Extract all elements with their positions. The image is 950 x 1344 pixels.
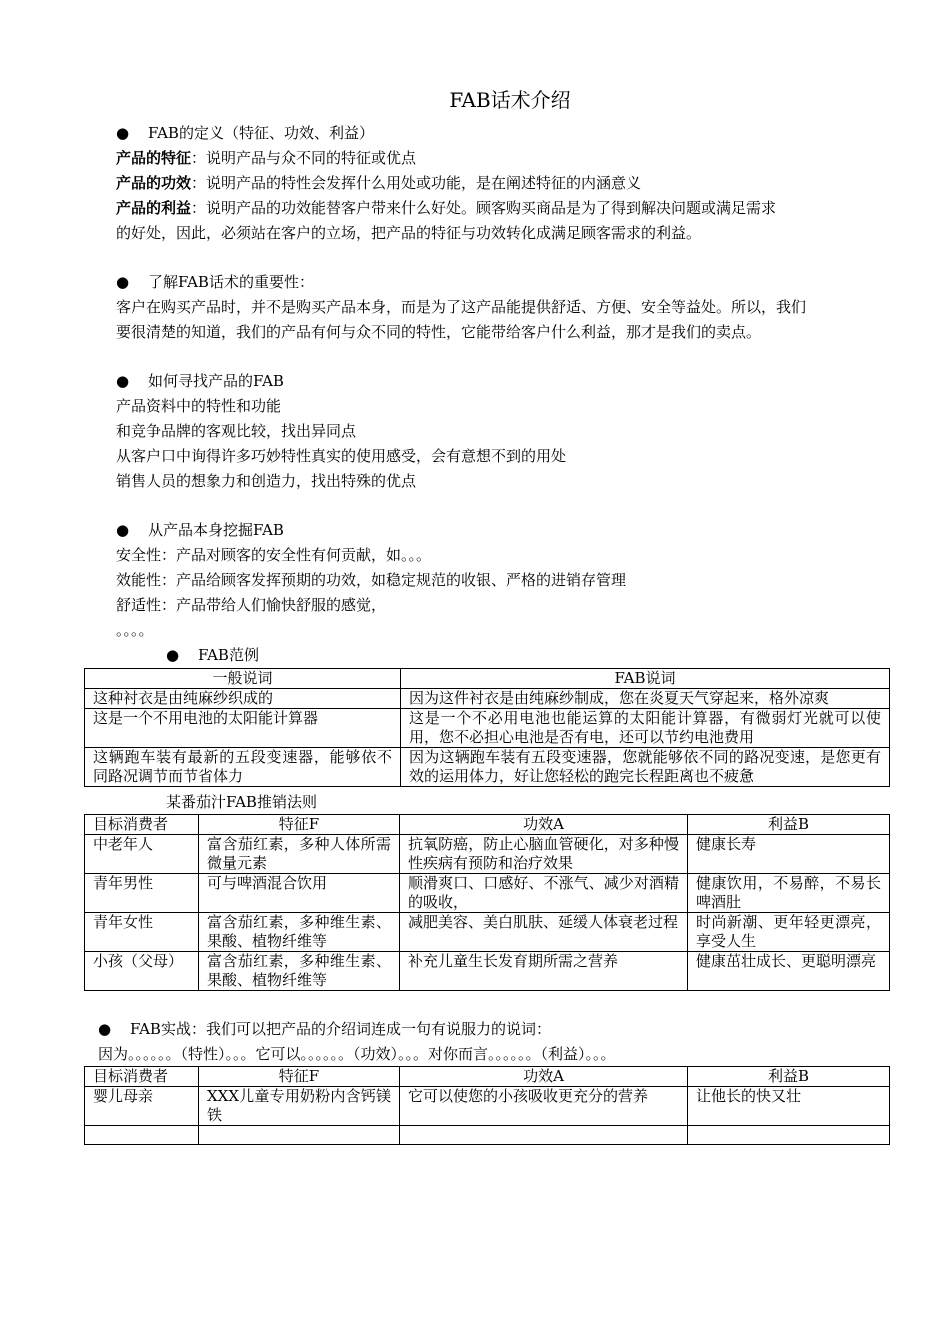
header-cell: 特征F — [199, 1067, 400, 1087]
bullet-dot-icon: ● — [166, 646, 180, 664]
benefit-text: ：说明产品的功效能替客户带来什么好处。顾客购买商品是为了得到解决问题或满足需求 — [191, 199, 777, 217]
header-cell: 功效A — [400, 815, 688, 835]
table-cell: 小孩（父母） — [85, 952, 199, 991]
list-item: 效能性：产品给顾客发挥预期的功效，如稳定规范的收银、严格的进销存管理 — [116, 571, 627, 589]
section-heading: FAB范例 — [198, 646, 259, 664]
paragraph-line: 客户在购买产品时，并不是购买产品本身，而是为了这产品能提供舒适、方便、安全等益处。所以，我们 — [116, 298, 807, 316]
list-item: 和竞争品牌的客观比较，找出异同点 — [116, 422, 357, 440]
effect-text: ：说明产品的特性会发挥什么用处或功能，是在阐述特征的内涵意义 — [191, 174, 642, 192]
bullet-how-to-find — [116, 371, 284, 391]
table-header-row — [85, 1067, 890, 1087]
tomato-juice-table — [84, 814, 890, 991]
section-heading: 某番茄汁FAB推销法则 — [166, 793, 317, 811]
table-row — [85, 913, 890, 952]
table-cell: 因为这件衬衣是由纯麻纱制成，您在炎夏天气穿起来，格外凉爽 — [401, 689, 890, 709]
section-heading: 如何寻找产品的FAB — [148, 372, 284, 390]
header-cell: 功效A — [400, 1067, 688, 1087]
header-cell: 利益B — [688, 815, 890, 835]
benefit-label: 产品的利益 — [116, 199, 192, 217]
table-cell: 健康长寿 — [688, 835, 890, 874]
header-cell: 目标消费者 — [85, 1067, 199, 1087]
section-heading: 从产品本身挖掘FAB — [148, 521, 284, 539]
table-cell: 因为这辆跑车装有五段变速器，您就能够依不同的路况变速，是您更有效的运用体力，好让您轻松的跑完长程距离也不疲惫 — [401, 748, 890, 787]
paragraph-line: 要很清楚的知道，我们的产品有何与众不同的特性，它能带给客户什么利益，那才是我们的卖点。 — [116, 323, 762, 341]
bullet-fab-definition — [116, 123, 374, 143]
list-item: 从客户口中询得许多巧妙特性真实的使用感受，会有意想不到的用处 — [116, 447, 567, 465]
table-header-row — [85, 815, 890, 835]
table-cell: 减肥美容、美白肌肤、延缓人体衰老过程 — [400, 913, 688, 952]
list-item: 安全性：产品对顾客的安全性有何贡献，如。。。 — [116, 546, 432, 564]
table-cell: 让他长的快又壮 — [688, 1087, 890, 1126]
table-cell: 顺滑爽口、口感好、不涨气、减少对酒精的吸收， — [400, 874, 688, 913]
list-item: 销售人员的想象力和创造力，找出特殊的优点 — [116, 472, 417, 490]
table-cell: 富含茄红素，多种人体所需微量元素 — [199, 835, 400, 874]
practice-table — [84, 1066, 890, 1145]
bullet-dot-icon: ● — [116, 521, 130, 539]
table-cell: 这是一个不必用电池也能运算的太阳能计算器，有微弱灯光就可以使用，您不必担心电池是否有电，还可以节约电池费用 — [401, 709, 890, 748]
effect-line — [116, 173, 641, 193]
feature-label: 产品的特征 — [116, 149, 192, 167]
table-cell: 可与啤酒混合饮用 — [199, 874, 400, 913]
table-cell: 这种衬衣是由纯麻纱织成的 — [85, 689, 401, 709]
table-cell — [400, 1126, 688, 1145]
table-cell — [85, 1126, 199, 1145]
table-cell: 青年男性 — [85, 874, 199, 913]
section-heading: FAB的定义（特征、功效、利益） — [148, 124, 374, 142]
table-cell: 抗氧防癌，防止心脑血管硬化，对多种慢性疾病有预防和治疗效果 — [400, 835, 688, 874]
table-cell: 补充儿童生长发育期所需之营养 — [400, 952, 688, 991]
table-cell: 健康饮用，不易醉，不易长啤酒肚 — [688, 874, 890, 913]
sentence-template: 因为。。。。。。（特性）。。。它可以。。。。。。（功效）。。。对你而言。。。。。。（利益）。。。 — [98, 1045, 616, 1063]
header-cell: 一般说词 — [85, 669, 401, 689]
section-heading: FAB实战：我们可以把产品的介绍词连成一句有说服力的说词： — [130, 1020, 551, 1038]
table-row — [85, 748, 890, 787]
table-row — [85, 1087, 890, 1126]
bullet-importance — [116, 272, 314, 292]
table-cell: XXX儿童专用奶粉内含钙镁铁 — [199, 1087, 400, 1126]
benefit-line-2: 的好处，因此，必须站在客户的立场，把产品的特征与功效转化成满足顾客需求的利益。 — [116, 224, 702, 242]
table-cell: 富含茄红素，多种维生素、果酸、植物纤维等 — [199, 913, 400, 952]
fab-example-table — [84, 668, 890, 787]
header-cell: 利益B — [688, 1067, 890, 1087]
table-cell: 健康茁壮成长、更聪明漂亮 — [688, 952, 890, 991]
table-row — [85, 709, 890, 748]
table-cell: 青年女性 — [85, 913, 199, 952]
table-cell: 这辆跑车装有最新的五段变速器，能够依不同路况调节而节省体力 — [85, 748, 401, 787]
bullet-dot-icon: ● — [116, 372, 130, 390]
list-item: 产品资料中的特性和功能 — [116, 397, 282, 415]
bullet-dot-icon: ● — [116, 273, 130, 291]
table-cell: 时尚新潮、更年轻更漂亮，享受人生 — [688, 913, 890, 952]
table-cell: 富含茄红素，多种维生素、果酸、植物纤维等 — [199, 952, 400, 991]
section-heading: 了解FAB话术的重要性： — [148, 273, 314, 291]
table-row — [85, 689, 890, 709]
table-header-row — [85, 669, 890, 689]
feature-line — [116, 148, 416, 168]
table-row — [85, 874, 890, 913]
bullet-fab-examples — [166, 645, 259, 665]
header-cell: 目标消费者 — [85, 815, 199, 835]
table-cell: 婴儿母亲 — [85, 1087, 199, 1126]
bullet-dot-icon: ● — [98, 1020, 112, 1038]
list-item: 舒适性：产品带给人们愉快舒服的感觉， — [116, 596, 387, 614]
list-item: 。。。。 — [116, 621, 154, 639]
page-title: FAB话术介绍 — [449, 88, 571, 112]
benefit-line — [116, 198, 776, 218]
table-row — [85, 835, 890, 874]
header-cell: 特征F — [199, 815, 400, 835]
bullet-fab-practice — [98, 1019, 551, 1039]
bullet-dot-icon: ● — [116, 124, 130, 142]
table-cell: 这是一个不用电池的太阳能计算器 — [85, 709, 401, 748]
table-cell — [688, 1126, 890, 1145]
effect-label: 产品的功效 — [116, 174, 192, 192]
table-cell: 它可以使您的小孩吸收更充分的营养 — [400, 1087, 688, 1126]
bullet-dig-fab — [116, 520, 284, 540]
table-row — [85, 952, 890, 991]
header-cell: FAB说词 — [401, 669, 890, 689]
table-row — [85, 1126, 890, 1145]
table-cell: 中老年人 — [85, 835, 199, 874]
table-cell — [199, 1126, 400, 1145]
feature-text: ：说明产品与众不同的特征或优点 — [191, 149, 417, 167]
